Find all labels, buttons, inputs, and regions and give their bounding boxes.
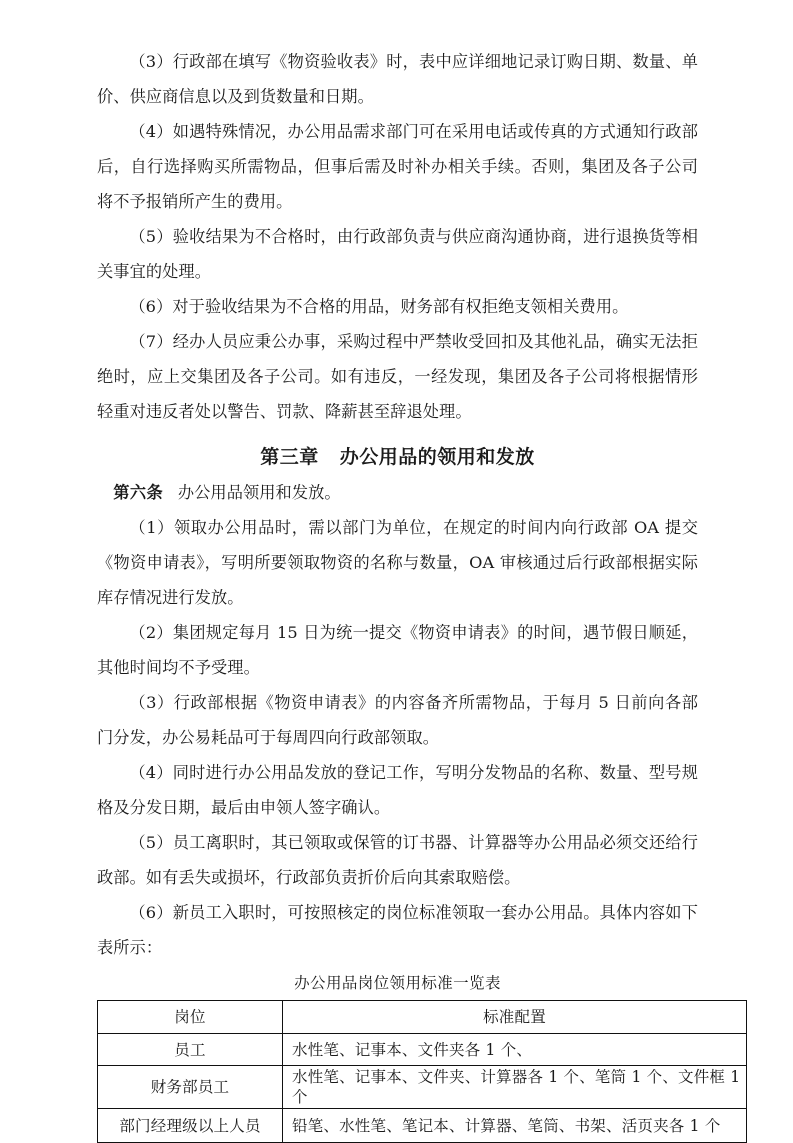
paragraph-sub-6: （6）新员工入职时，可按照核定的岗位标准领取一套办公用品。具体内容如下表所示： [97,903,698,957]
table-header-config: 标准配置 [283,1001,747,1034]
table-cell-config: 铅笔、水性笔、笔记本、计算器、笔筒、书架、活页夹各 1 个 [283,1109,747,1143]
article-line [97,475,698,510]
paragraph-item-4: （4）如遇特殊情况，办公用品需求部门可在采用电话或传真的方式通知行政部后，自行选择购买所需物品，但事后需及时补办相关手续。否则，集团及各子公司将不予报销所产生的费用。 [97,122,698,211]
paragraph-item-6: （6）对于验收结果为不合格的用品，财务部有权拒绝支领相关费用。 [129,297,629,316]
article-text: 办公用品领用和发放。 [177,483,341,502]
chapter-number: 第三章 [260,446,319,468]
chapter-title: 办公用品的领用和发放 [339,446,535,468]
paragraph-sub-3: （3）行政部根据《物资申请表》的内容备齐所需物品，于每月 5 日前向各部门分发，办公易耗品可于每周四向行政部领取。 [97,693,698,747]
paragraph-sub-2: （2）集团规定每月 15 日为统一提交《物资申请表》的时间，遇节假日顺延，其他时间均不予受理。 [97,623,698,677]
document-content [97,44,741,1143]
table-caption: 办公用品岗位领用标准一览表 [294,974,501,992]
table-cell-config: 水性笔、记事本、文件夹、计算器各 1 个、笔筒 1 个、文件框 1 个 [283,1066,747,1109]
paragraph-sub-4: （4）同时进行办公用品发放的登记工作，写明分发物品的名称、数量、型号规格及分发日期，最后由申领人签字确认。 [97,763,698,817]
paragraph-sub-1: （1）领取办公用品时，需以部门为单位，在规定的时间内向行政部 OA 提交《物资申请表》，写明所要领取物资的名称与数量，OA 审核通过后行政部根据实际库存情况进行发放。 [97,518,698,607]
table-cell-post: 财务部员工 [98,1066,283,1109]
table-cell-post: 员工 [98,1034,283,1066]
paragraph-item-3: （3）行政部在填写《物资验收表》时，表中应详细地记录订购日期、数量、单价、供应商信息以及到货数量和日期。 [97,52,698,106]
table-row [98,1066,747,1109]
table-header-row [98,1001,747,1034]
table-cell-config: 水性笔、记事本、文件夹各 1 个、 [283,1034,747,1066]
table-row [98,1034,747,1066]
paragraph-item-7: （7）经办人员应秉公办事，采购过程中严禁收受回扣及其他礼品，确实无法拒绝时，应上交集团及各子公司。如有违反，一经发现，集团及各子公司将根据情形轻重对违反者处以警告、罚款、降薪甚至辞退处理。 [97,332,698,421]
table-cell-post: 部门经理级以上人员 [98,1109,283,1143]
paragraph-sub-5: （5）员工离职时，其已领取或保管的订书器、计算器等办公用品必须交还给行政部。如有丢失或损坏，行政部负责折价后向其索取赔偿。 [97,833,698,887]
table-row [98,1109,747,1143]
article-number: 第六条 [113,483,164,502]
paragraph-item-5: （5）验收结果为不合格时，由行政部负责与供应商沟通协商，进行退换货等相关事宜的处理。 [97,227,698,281]
chapter-heading [97,429,698,475]
table-header-post: 岗位 [98,1001,283,1034]
